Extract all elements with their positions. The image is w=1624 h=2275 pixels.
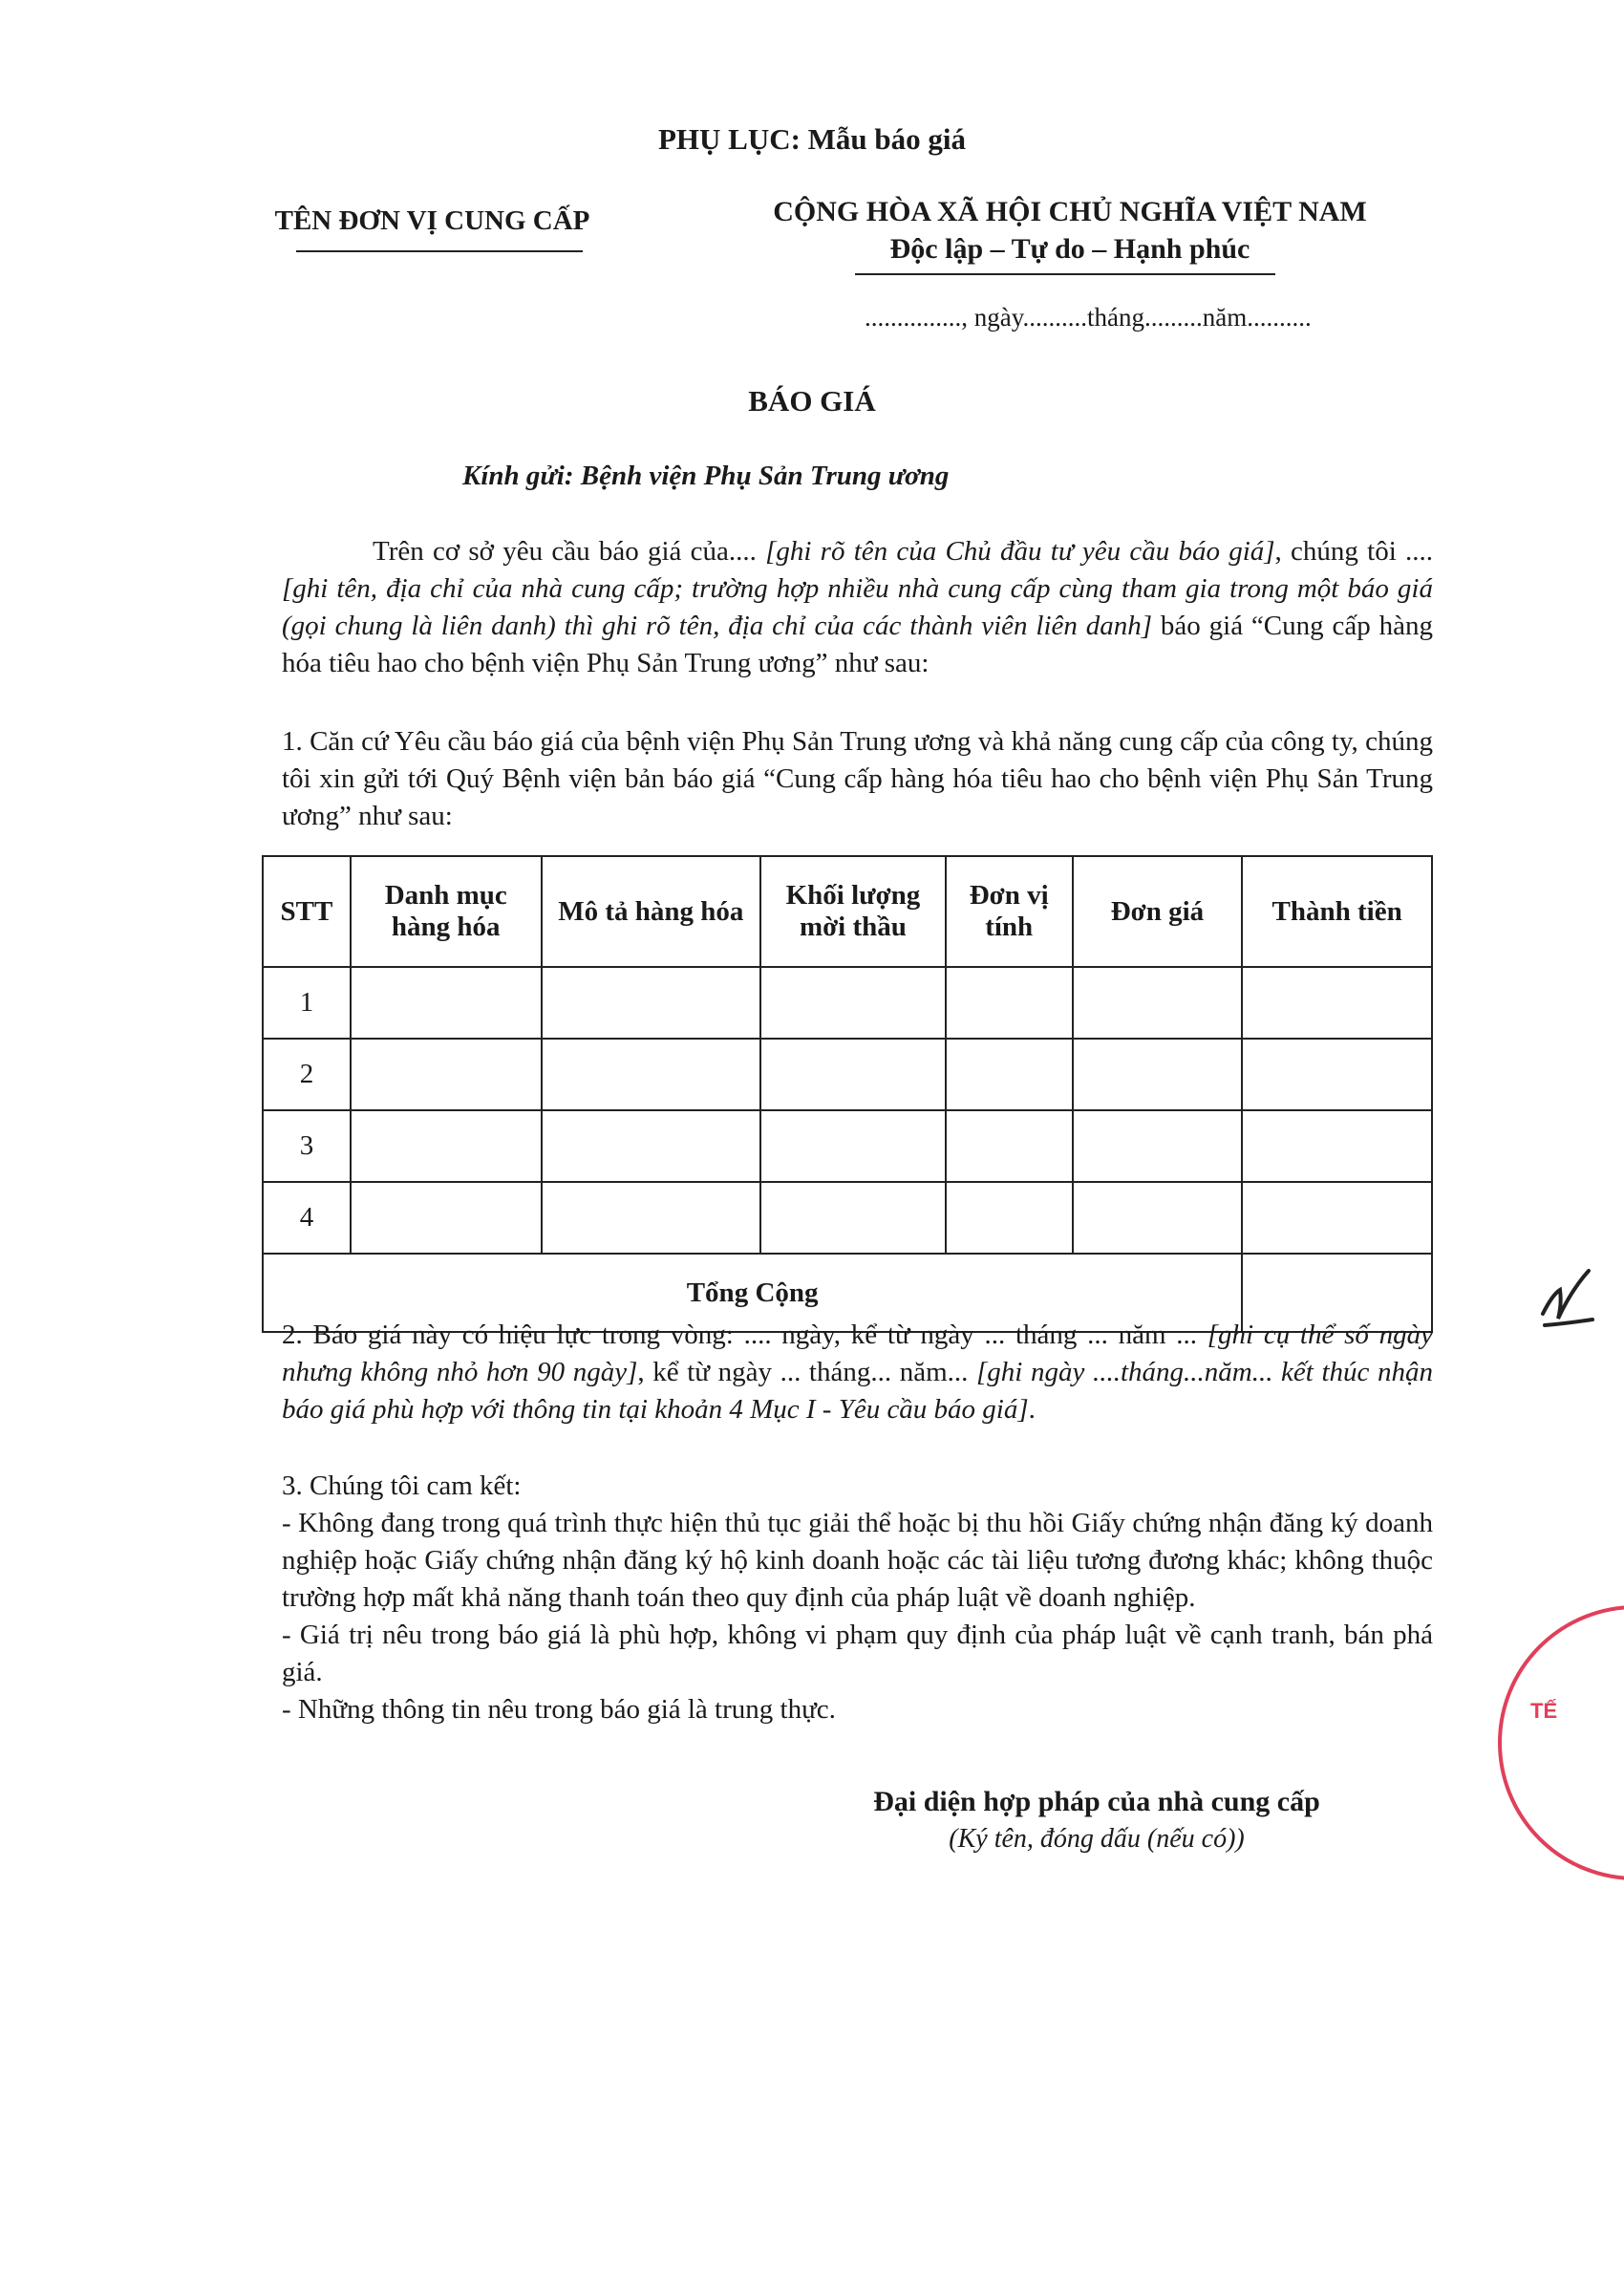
national-motto: Độc lập – Tự do – Hạnh phúc [889, 233, 1250, 265]
table-cell [351, 1110, 542, 1182]
table-cell [1073, 1182, 1243, 1254]
column-header: STT [263, 856, 351, 967]
total-label: Tổng Cộng [263, 1254, 1242, 1332]
commitment-bullet: - Những thông tin nêu trong báo giá là trung thực. [282, 1694, 836, 1725]
table-cell [351, 967, 542, 1039]
table-cell [1242, 1110, 1432, 1182]
table-cell [542, 1110, 761, 1182]
commitment-bullet: - Giá trị nêu trong báo giá là phù hợp, không vi phạm quy định của pháp luật về cạnh tranh, bán phá giá. [282, 1620, 1433, 1687]
item-1-paragraph: 1. Căn cứ Yêu cầu báo giá của bệnh viện Phụ Sản Trung ương và khả năng cung cấp của công ty, chúng tôi xin gửi tới Quý Bệnh viện bản báo giá “Cung cấp hàng hóa tiêu hao cho bệnh viện Phụ Sản Trung ương” như sau: [282, 726, 1433, 831]
column-header: Danh mục hàng hóa [351, 856, 542, 967]
table-cell [946, 1182, 1073, 1254]
item-2-text-1: 2. Báo giá này có hiệu lực trong vòng: .... ngày, kể từ ngày ... tháng ... năm ... [282, 1320, 1207, 1350]
intro-paragraph [282, 533, 1433, 682]
item-3-heading: 3. Chúng tôi cam kết: [282, 1470, 522, 1501]
annex-title: PHỤ LỤC: Mẫu báo giá [657, 122, 967, 156]
commitment-bullet: - Không đang trong quá trình thực hiện thủ tục giải thể hoặc bị thu hồi Giấy chứng nhận đăng ký doanh nghiệp hoặc Giấy chứng nhận đăng ký hộ kinh doanh hoặc các tài liệu tương đương khác; không thuộc trường hợp mất khả năng thanh toán theo quy định của pháp luật về doanh nghiệp. [282, 1508, 1433, 1613]
column-header: Thành tiền [1242, 856, 1432, 967]
red-seal-stamp [1498, 1605, 1624, 1880]
table-cell [542, 967, 761, 1039]
table-row [263, 1110, 1432, 1182]
table-header-row [263, 856, 1432, 967]
table-cell [946, 967, 1073, 1039]
intro-text-2: , chúng tôi .... [1274, 536, 1433, 567]
item-3-commitments [282, 1468, 1433, 1728]
intro-placeholder-investor: [ghi rõ tên của Chủ đầu tư yêu cầu báo giá] [765, 536, 1275, 567]
table-cell [542, 1182, 761, 1254]
recipient-line [462, 461, 949, 492]
item-2-paragraph [282, 1317, 1433, 1428]
recipient-name: Bệnh viện Phụ Sản Trung ương [580, 461, 950, 491]
table-row [263, 967, 1432, 1039]
table-cell [760, 967, 946, 1039]
table-cell [1073, 967, 1243, 1039]
row-number: 4 [263, 1182, 351, 1254]
table-cell [946, 1039, 1073, 1110]
item-2-text-2: , kể từ ngày ... tháng... năm... [637, 1357, 977, 1387]
table-row [263, 1039, 1432, 1110]
table-cell [1242, 967, 1432, 1039]
table-cell [760, 1110, 946, 1182]
table-cell [1073, 1039, 1243, 1110]
column-header: Mô tả hàng hóa [542, 856, 761, 967]
intro-text-3: báo giá “Cung cấp hàng hóa tiêu hao cho bệnh viện Phụ Sản Trung ương” như sau: [282, 611, 1433, 678]
table-cell [351, 1182, 542, 1254]
item-2-placeholder-date: [ghi ngày ....tháng...năm... kết thúc nhận báo giá phù hợp với thông tin tại khoản 4 Mục I - Yêu cầu báo giá] [282, 1357, 1433, 1425]
intro-text-1: Trên cơ sở yêu cầu báo giá của.... [373, 536, 766, 567]
table-row [263, 1182, 1432, 1254]
supplier-underline [296, 250, 583, 252]
item-2-text-3: . [1028, 1394, 1036, 1425]
supplier-name: TÊN ĐƠN VỊ CUNG CẤP [274, 205, 590, 236]
table-cell [1242, 1182, 1432, 1254]
item-2-placeholder-days: [ghi cụ thể số ngày nhưng không nhỏ hơn 90 ngày] [282, 1320, 1433, 1387]
table-cell [351, 1039, 542, 1110]
row-number: 2 [263, 1039, 351, 1110]
dateline: ..............., ngày..........tháng.........năm.......... [865, 303, 1312, 332]
republic-name: CỘNG HÒA XÃ HỘI CHỦ NGHĨA VIỆT NAM [773, 196, 1367, 227]
signer-title: Đại diện hợp pháp của nhà cung cấp [873, 1786, 1320, 1817]
quotation-table [262, 855, 1433, 1333]
column-header: Đơn vị tính [946, 856, 1073, 967]
table-cell [760, 1039, 946, 1110]
margin-signature-mark [1533, 1247, 1600, 1333]
intro-placeholder-supplier: [ghi tên, địa chỉ của nhà cung cấp; trường hợp nhiều nhà cung cấp cùng tham gia trong một báo giá (gọi chung là liên danh) thì ghi rõ tên, địa chỉ của các thành viên liên danh] [282, 573, 1433, 641]
row-number: 1 [263, 967, 351, 1039]
table-cell [1242, 1039, 1432, 1110]
table-cell [760, 1182, 946, 1254]
table-cell [1073, 1110, 1243, 1182]
table-cell [542, 1039, 761, 1110]
document-title: BÁO GIÁ [748, 384, 876, 418]
recipient-label: Kính gửi: [462, 461, 574, 491]
row-number: 3 [263, 1110, 351, 1182]
column-header: Đơn giá [1073, 856, 1243, 967]
signature-note: (Ký tên, đóng dấu (nếu có)) [949, 1824, 1245, 1854]
seal-text: TẾ [1530, 1699, 1558, 1723]
motto-underline [855, 273, 1275, 275]
table-cell [946, 1110, 1073, 1182]
column-header: Khối lượng mời thầu [760, 856, 946, 967]
